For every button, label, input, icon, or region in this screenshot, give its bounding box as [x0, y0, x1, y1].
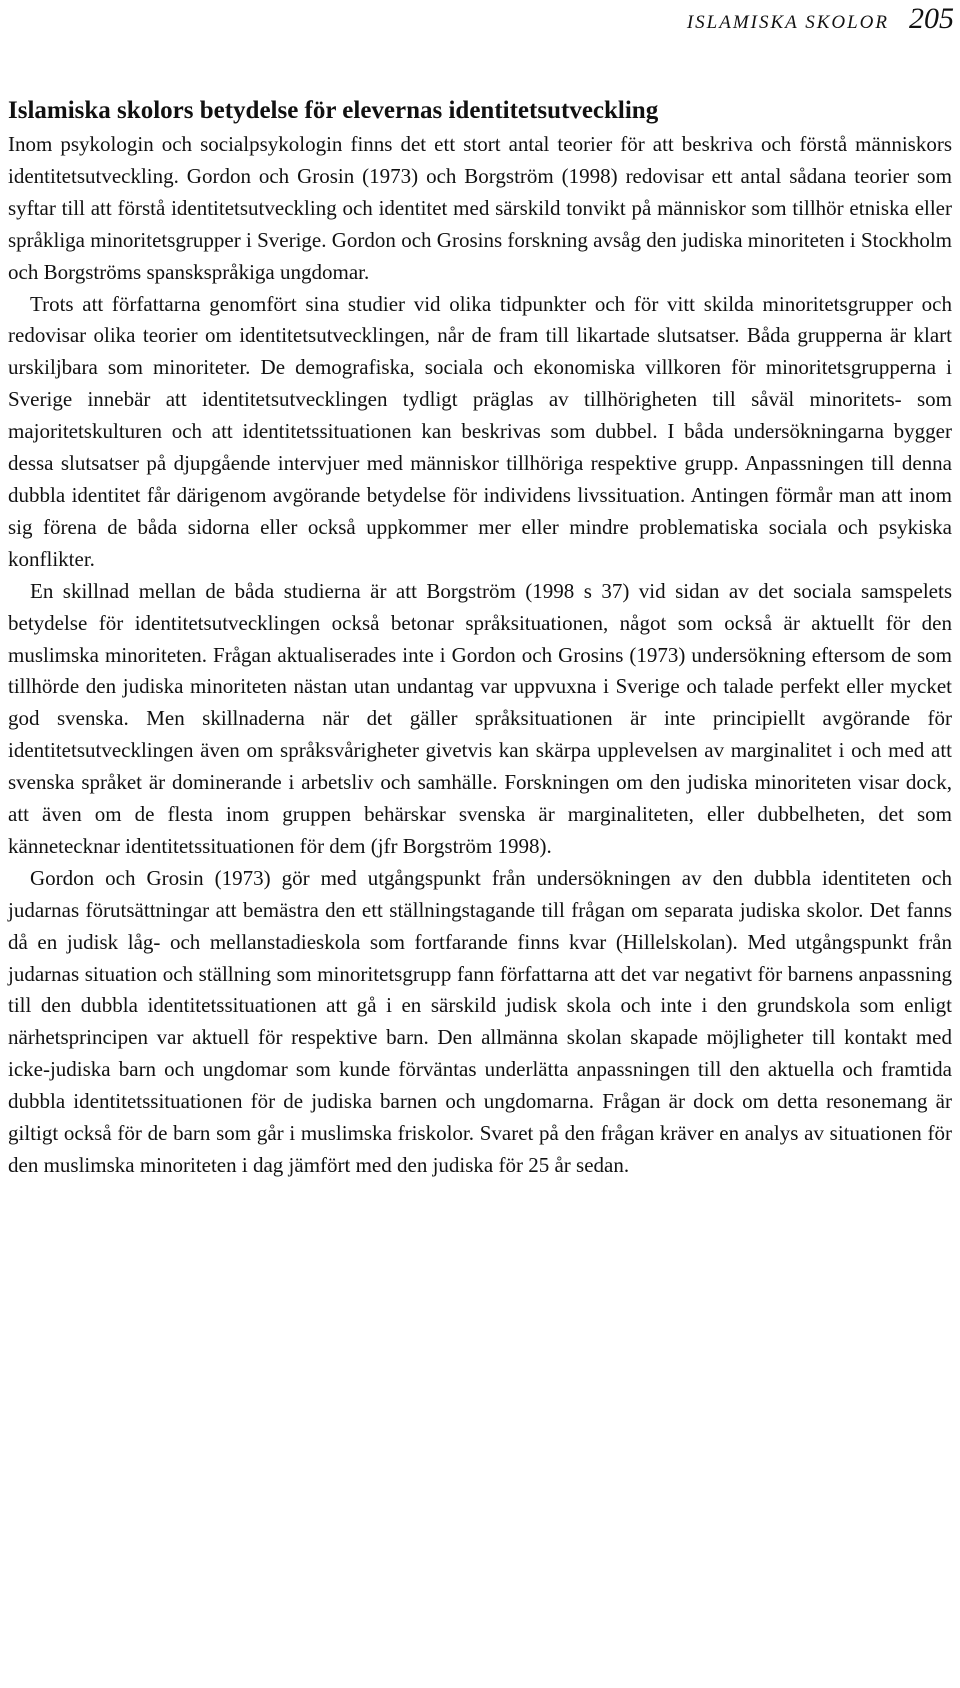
running-header	[687, 2, 954, 38]
body-paragraph-2: Trots att författarna genomfört sina studier vid olika tidpunkter och för vitt skilda minoritetsgrupper och redovisar olika teorier om identitetsutvecklingen, når de fram till likartade slutsatser. Båda grupperna är klart urskiljbara som minoriteter. De demografiska, sociala och ekonomiska villkoren för minoritetsgrupperna i Sverige innebär att identitetsutvecklingen tydligt präglas av tillhörigheten till såväl minoritets- som majoritetskulturen och att identitetssituationen kan beskrivas som dubbel. I båda undersökningarna bygger dessa slutsatser på djupgående intervjuer med människor tillhöriga respektive grupp. Anpassningen till denna dubbla identitet får därigenom avgörande betydelse för individens livssituation. Antingen förmår man att inom sig förena de båda sidorna eller också uppkommer mer eller mindre problematiska sociala och psykiska konflikter.	[8, 291, 952, 571]
body-paragraph-1: Inom psykologin och socialpsykologin finns det ett stort antal teorier för att beskriva och förstå människors identitetsutveckling. Gordon och Grosin (1973) och Borgström (1998) redovisar ett antal sådana teorier som syftar till att förstå identitetsutveckling och identitet med särskild tonvikt på människor som tillhör etniska eller språkliga minoritetsgrupper i Sverige. Gordon och Grosins forskning avsåg den judiska minoriteten i Stockholm och Borgströms spanskspråkiga ungdomar.	[8, 132, 952, 284]
body-paragraph-3: En skillnad mellan de båda studierna är att Borgström (1998 s 37) vid sidan av det sociala samspelets betydelse för identitetsutvecklingen också betonar språksituationen, något som också är aktuellt för den muslimska minoriteten. Frågan aktualiserades inte i Gordon och Grosins (1973) undersökning eftersom de som tillhörde den judiska minoriteten nästan utan undantag var uppvuxna i Sverige och talade perfekt eller mycket god svenska. Men skillnaderna när det gäller språksituationen är inte principiellt avgörande för identitetsutvecklingen även om språksvårigheter givetvis kan skärpa upplevelsen av marginalitet i och med att svenska språket är dominerande i arbetsliv och samhälle. Forskningen om den judiska minoriteten visar dock, att även om de flesta inom gruppen behärskar svenska är marginaliteten, eller dubbelheten, det som kännetecknar identitetssituationen för dem (jfr Borgström 1998).	[8, 578, 952, 858]
page-body	[8, 92, 952, 1182]
running-title: ISLAMISKA SKOLOR	[686, 12, 889, 33]
body-paragraph-4: Gordon och Grosin (1973) gör med utgångspunkt från undersökningen av den dubbla identiteten och judarnas förutsättningar att bemästra den ett ställningstagande till frågan om separata judiska skolor. Det fanns då en judisk låg- och mellanstadieskola som fortfarande finns kvar (Hillelskolan). Med utgångspunkt från judarnas situation och ställning som minoritetsgrupp fann författarna att det var negativt för barnens anpassning till den dubbla identitetssituationen att gå i en särskild judisk skola och inte i den grundskola som enligt närhetsprincipen var aktuell för respektive barn. Den allmänna skolan skapade möjligheter till kontakt med icke-judiska barn och ungdomar som kunde förväntas underlätta anpassningen till den aktuella och framtida dubbla identitetssituationen för de judiska barnen och ungdomarna. Frågan är dock om detta resonemang är giltigt också för de barn som går i muslimska friskolor. Svaret på den frågan kräver en analys av situationen för den muslimska minoriteten i dag jämfört med den judiska för 25 år sedan.	[8, 865, 952, 1177]
page-number: 205	[909, 2, 954, 35]
section-heading: Islamiska skolors betydelse för elevernas identitetsutveckling	[8, 97, 659, 124]
